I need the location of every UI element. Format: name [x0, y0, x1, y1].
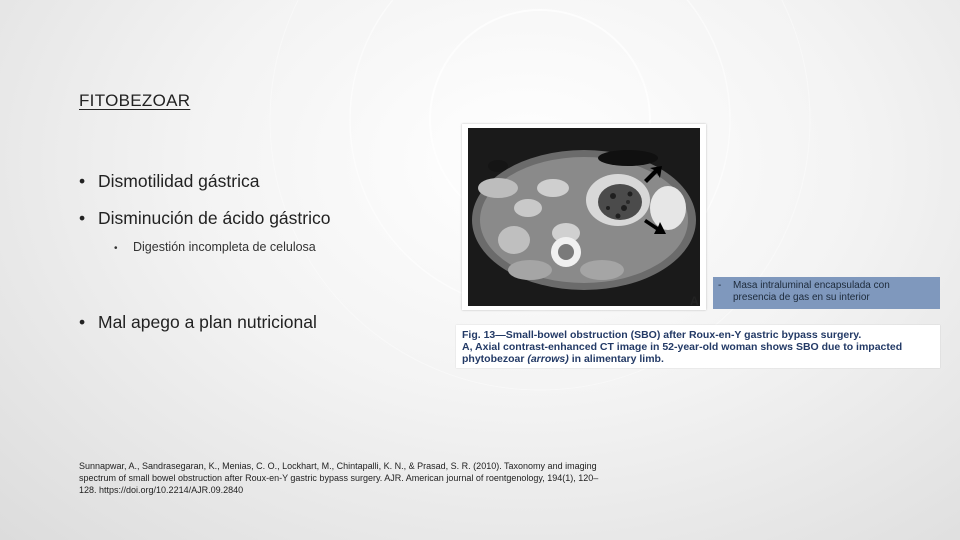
panel-letter: A	[690, 294, 699, 308]
caption-end: in alimentary limb.	[568, 353, 664, 365]
bullet-item: • Mal apego a plan nutricional	[79, 312, 317, 332]
caption-lead: Fig. 13—Small-bowel obstruction (SBO) after Roux-en-Y gastric bypass surgery.	[462, 329, 862, 341]
annotation-note: - Masa intraluminal encapsulada con presencia de gas en su interior	[713, 277, 940, 309]
ct-scan-graphic	[468, 128, 700, 306]
bullet-item: • Disminución de ácido gástrico	[79, 208, 331, 228]
figure-caption	[456, 325, 940, 368]
bullet-item: • Dismotilidad gástrica	[79, 171, 260, 191]
annotation-note-text: Masa intraluminal encapsulada con presencia de gas en su interior	[733, 280, 890, 303]
slide-title: FITOBEZOAR	[79, 91, 191, 110]
reference-citation: Sunnapwar, A., Sandrasegaran, K., Menias, C. O., Lockhart, M., Chintapalli, K. N., & Prasad, S. R. (2010). Taxonomy and imaging spectrum of small bowel obstruction after Roux-en-Y gastric bypass surgery. AJR. American journal of roentgenology, 194(1), 120–128. https://doi.org/10.2214/AJR.09.2840	[79, 461, 599, 495]
caption-arrows: (arrows)	[527, 353, 569, 365]
ct-scan-image	[462, 124, 706, 310]
sub-bullet-item: • Digestión incompleta de celulosa	[114, 240, 316, 254]
caption-body: A, Axial contrast-enhanced CT image in 52-year-old woman shows SBO due to impacted phytobezoar	[462, 341, 903, 365]
